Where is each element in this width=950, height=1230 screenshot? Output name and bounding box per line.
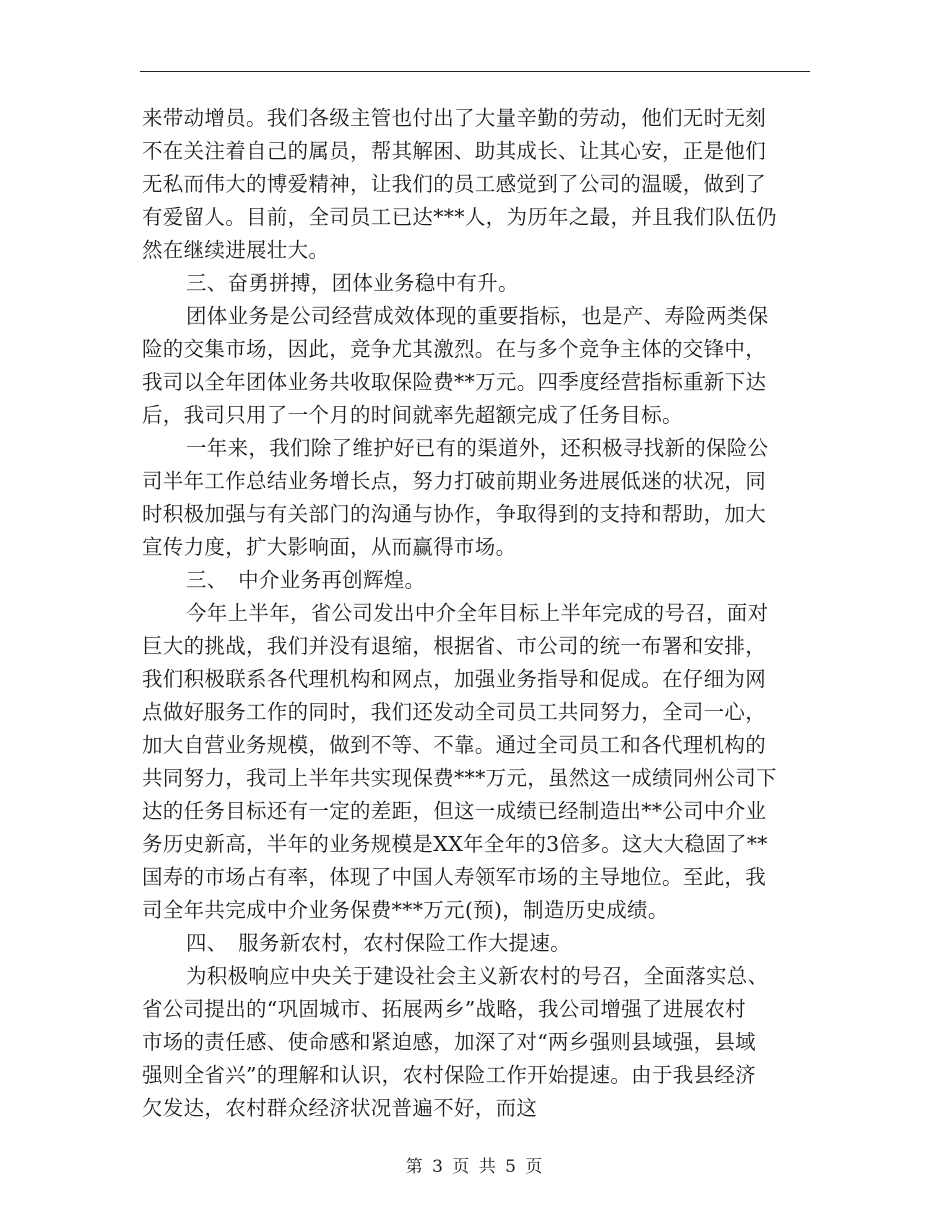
- text-line: 不在关注着自己的属员，帮其解困、助其成长、让其心安，正是他们: [142, 139, 766, 163]
- header-rule: [140, 71, 810, 72]
- text-line: 四、 服务新农村，农村保险工作大提速。: [186, 931, 571, 955]
- document-body: [142, 102, 812, 1125]
- text-line: 今年上半年，省公司发出中介全年目标上半年完成的号召，面对: [186, 601, 769, 625]
- text-line: 为积极响应中央关于建设社会主义新农村的号召，全面落实总、: [186, 964, 769, 988]
- text-line: 时积极加强与有关部门的沟通与协作，争取得到的支持和帮助，加大: [142, 502, 766, 526]
- text-line: 宣传力度，扩大影响面，从而赢得市场。: [142, 535, 517, 559]
- text-line: 险的交集市场，因此，竞争尤其激烈。在与多个竞争主体的交锋中，: [142, 337, 766, 361]
- text-line: 强则全省兴”的理解和认识，农村保险工作开始提速。由于我县经济: [142, 1063, 756, 1087]
- text-line: 后，我司只用了一个月的时间就率先超额完成了任务目标。: [142, 403, 683, 427]
- text-line: 一年来，我们除了维护好已有的渠道外，还积极寻找新的保险公: [186, 436, 769, 460]
- text-line: 市场的责任感、使命感和紧迫感，加深了对“两乡强则县域强，县域: [142, 1030, 756, 1054]
- text-line: 司半年工作总结业务增长点，努力打破前期业务进展低迷的状况，同: [142, 469, 766, 493]
- text-line: 三、奋勇拼搏，团体业务稳中有升。: [186, 271, 519, 295]
- text-line: 巨大的挑战，我们并没有退缩，根据省、市公司的统一布署和安排，: [142, 634, 766, 658]
- text-line: 有爱留人。目前，全司员工已达***人，为历年之最，并且我们队伍仍: [142, 205, 777, 229]
- page-footer: 第 3 页 共 5 页: [405, 1157, 545, 1177]
- text-line: 司全年共完成中介业务保费***万元(预)，制造历史成绩。: [142, 898, 669, 922]
- text-line: 团体业务是公司经营成效体现的重要指标，也是产、寿险两类保: [186, 304, 769, 328]
- text-line: 加大自营业务规模，做到不等、不靠。通过全司员工和各代理机构的: [142, 733, 766, 757]
- text-line: 我们积极联系各代理机构和网点，加强业务指导和促成。在仔细为网: [142, 667, 766, 691]
- text-line: 我司以全年团体业务共收取保险费**万元。四季度经营指标重新下达: [142, 370, 767, 394]
- text-line: 欠发达，农村群众经济状况普遍不好，而这: [142, 1096, 538, 1120]
- text-line: 省公司提出的“巩固城市、拓展两乡”战略，我公司增强了进展农村: [142, 997, 746, 1021]
- text-line: 来带动增员。我们各级主管也付出了大量辛勤的劳动，他们无时无刻: [142, 106, 766, 130]
- text-line: 共同努力，我司上半年共实现保费***万元，虽然这一成绩同州公司下: [142, 766, 777, 790]
- text-line: 务历史新高，半年的业务规模是XX年全年的3倍多。这大大稳固了**: [142, 832, 768, 856]
- text-line: 点做好服务工作的同时，我们还发动全司员工共同努力，全司一心，: [142, 700, 766, 724]
- text-line: 然在继续进展壮大。: [142, 238, 330, 262]
- text-line: 国寿的市场占有率，体现了中国人寿领军市场的主导地位。至此，我: [142, 865, 766, 889]
- text-line: 达的任务目标还有一定的差距，但这一成绩已经制造出**公司中介业: [142, 799, 767, 823]
- text-line: 三、 中介业务再创辉煌。: [186, 568, 426, 592]
- text-line: 无私而伟大的博爱精神，让我们的员工感觉到了公司的温暖，做到了: [142, 172, 766, 196]
